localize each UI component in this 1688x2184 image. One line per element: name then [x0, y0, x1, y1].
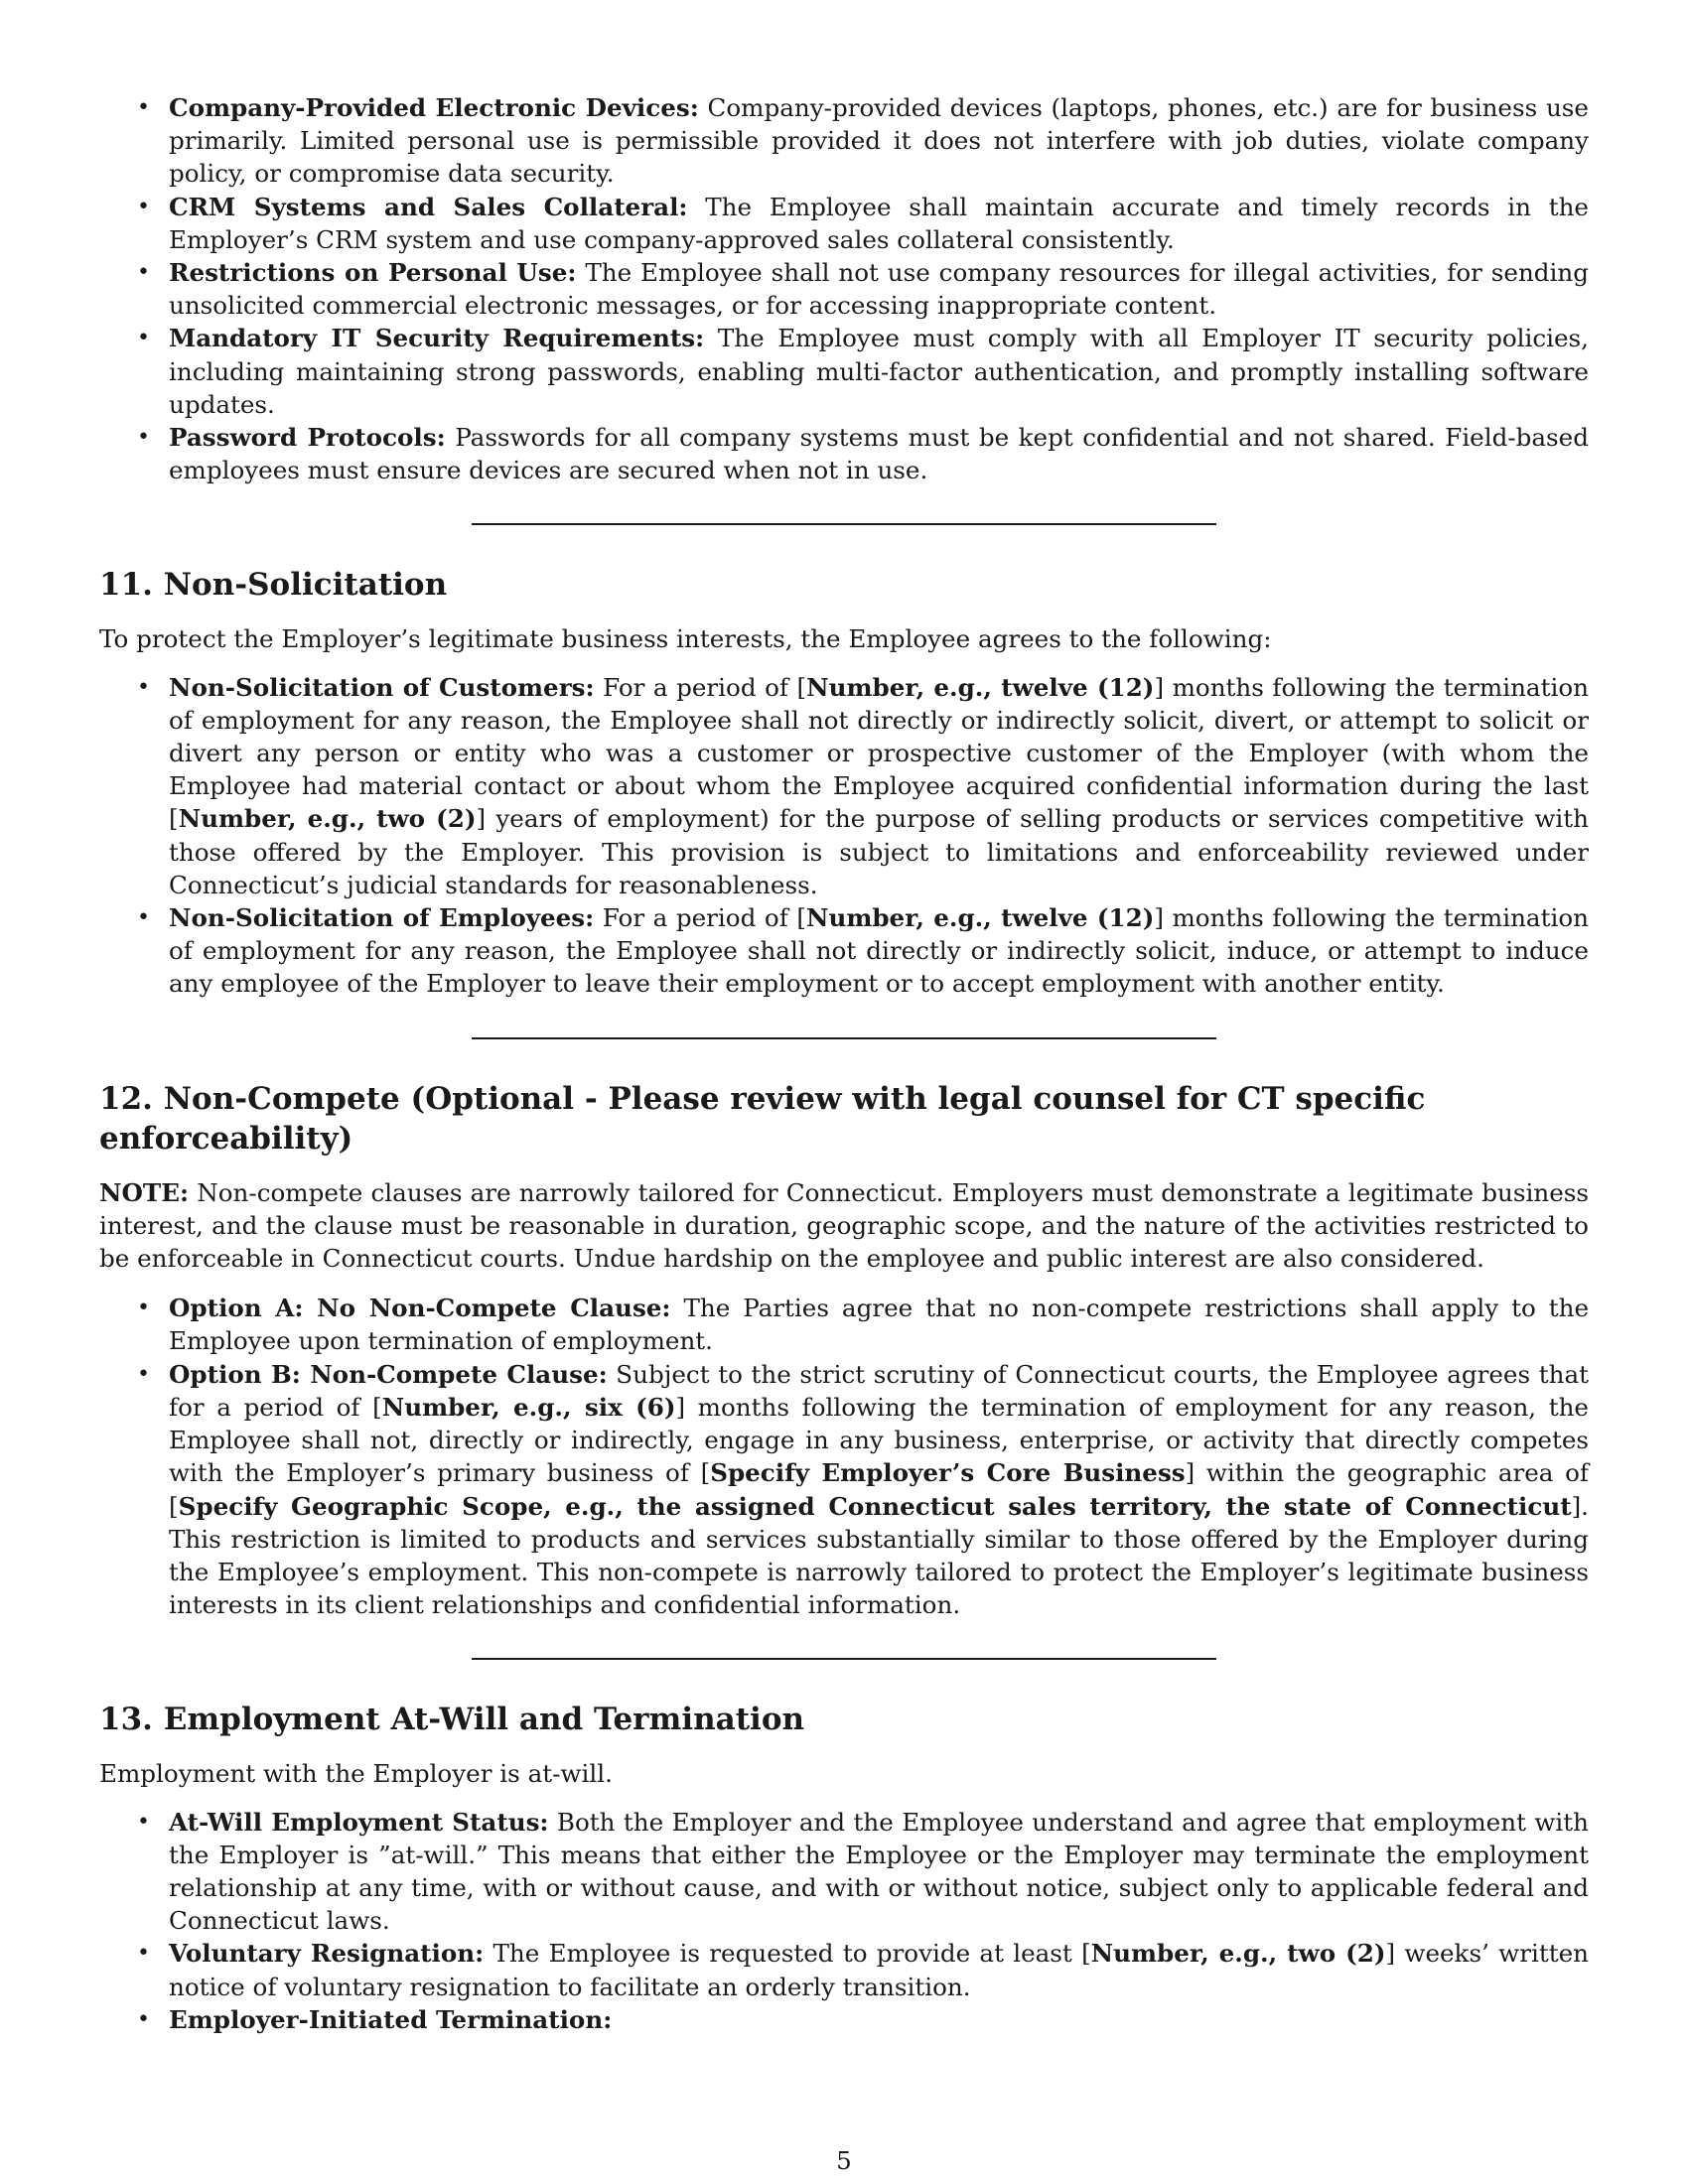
- item-text: ] months following the termination of employment for any reason, the Employee shall not, directly or indirectly, engage in any business, enterprise, or activity that directly competes with the Employer’s primary business of [: [169, 1392, 1589, 1488]
- item-heading: Option A: No Non-Compete Clause:: [169, 1294, 671, 1323]
- list-item: [99, 2003, 1589, 2036]
- note-text: Non-compete clauses are narrowly tailored for Connecticut. Employers must demonstrate a legitimate business interest, and the clause must be reasonable in duration, geographic scope, and the nature of the activities restricted to be enforceable in Connecticut courts. Undue hardship on the employee and public interest are also considered.: [99, 1177, 1589, 1274]
- list-item: [99, 421, 1589, 486]
- list-item: [99, 91, 1589, 191]
- item-heading: Voluntary Resignation:: [169, 1939, 485, 1969]
- list-item: [99, 671, 1589, 901]
- section-intro: Employment with the Employer is at-will.: [99, 1759, 613, 1789]
- item-text: For a period of [: [594, 672, 807, 702]
- item-heading: Option B: Non-Compete Clause:: [169, 1359, 608, 1389]
- item-text: The Employee must comply with all Employer IT security policies, including maintaining strong passwords, enabling multi-factor authentication, and promptly installing software updates.: [169, 324, 1590, 419]
- item-heading: Company-Provided Electronic Devices:: [169, 93, 699, 122]
- item-text: ] years of employment) for the purpose of selling products or services competitive with those offered by the Employer. This provision is subject to limitations and enforceability reviewed under Connecticut’s judicial standards for reasonableness.: [169, 804, 1590, 899]
- item-heading: CRM Systems and Sales Collateral:: [169, 192, 688, 221]
- list-item: [99, 1358, 1589, 1622]
- item-text: Both the Employer and the Employee understand and agree that employment with the Employer is ”at-will.” This means that either the Employee or the Employer may terminate the employment relationship at any time, with or without cause, and with or without notice, subject only to applicable federal and Connecticut laws.: [169, 1807, 1589, 1936]
- page-number: 5: [836, 2146, 852, 2175]
- placeholder-field: Number, e.g., two (2): [178, 804, 477, 834]
- termination-list: [99, 1806, 1589, 2036]
- item-text: Passwords for all company systems must be kept confidential and not shared. Field-based employees must ensure devices are secured when not in use.: [169, 423, 1589, 485]
- note-paragraph: [99, 1176, 1589, 1276]
- item-heading: Mandatory IT Security Requirements:: [169, 324, 705, 353]
- item-heading: Non-Solicitation of Employees:: [169, 903, 595, 933]
- item-heading: Restrictions on Personal Use:: [169, 258, 577, 288]
- item-text: Subject to the strict scrutiny of Connecticut courts, the Employee agrees that for a period of [: [169, 1359, 1589, 1422]
- non-solicitation-list: [99, 671, 1589, 1001]
- list-item: [99, 1806, 1589, 1938]
- item-text: ] weeks’ written notice of voluntary resignation to facilitate an orderly transition.: [169, 1939, 1589, 2001]
- placeholder-field: Specify Employer’s Core Business: [710, 1458, 1186, 1488]
- section-non-compete: [99, 1079, 1589, 1622]
- item-text: The Parties agree that no non-compete restrictions shall apply to the Employee upon termination of employment.: [169, 1294, 1589, 1356]
- placeholder-field: Number, e.g., twelve (12): [805, 903, 1155, 933]
- non-compete-list: [99, 1292, 1589, 1621]
- list-item: [99, 1292, 1589, 1357]
- section-title: 12. Non-Compete (Optional - Please review with legal counsel for CT specific enforceability): [99, 1080, 1426, 1157]
- section-divider: [472, 1037, 1216, 1039]
- item-text: The Employee shall not use company resources for illegal activities, for sending unsolicited commercial electronic messages, or for accessing inappropriate content.: [169, 258, 1589, 321]
- section-divider: [472, 1658, 1216, 1660]
- list-item: [99, 191, 1589, 256]
- placeholder-field: Number, e.g., two (2): [1090, 1939, 1386, 1969]
- item-text: ] within the geographic area of [: [169, 1458, 1590, 1521]
- list-item: [99, 901, 1589, 1001]
- section-divider: [472, 523, 1216, 525]
- section-at-will-termination: [99, 1700, 1589, 2036]
- item-text: ] months following the termination of employment for any reason, the Employee shall not directly or indirectly solicit, divert, or attempt to solicit or divert any person or entity who was a customer or prospective customer of the Employer (with whom the Employee had material contact or about whom the Employee acquired confidential information during the last [: [169, 672, 1589, 834]
- list-item: [99, 256, 1589, 322]
- item-text: The Employee shall maintain accurate and timely records in the Employer’s CRM system and use company-approved sales collateral consistently.: [169, 192, 1589, 254]
- placeholder-field: Number, e.g., twelve (12): [806, 672, 1155, 702]
- item-text: Company-provided devices (laptops, phones, etc.) are for business use primarily. Limited personal use is permissible provided it does not interfere with job duties, violate company policy, or compromise data security.: [169, 93, 1589, 189]
- item-text: For a period of [: [594, 903, 806, 933]
- section-intro: To protect the Employer’s legitimate business interests, the Employee agrees to the following:: [99, 624, 1272, 654]
- list-item: [99, 322, 1589, 421]
- item-text: ] months following the termination of employment for any reason, the Employee shall not directly or indirectly solicit, induce, or attempt to induce any employee of the Employer to leave their employment or to accept employment with another entity.: [169, 903, 1589, 999]
- placeholder-field: Number, e.g., six (6): [381, 1392, 676, 1422]
- page-content: [99, 91, 1589, 2036]
- item-text: The Employee is requested to provide at least [: [484, 1939, 1091, 1969]
- item-heading: Password Protocols:: [169, 423, 446, 453]
- section-title: 13. Employment At-Will and Termination: [99, 1702, 805, 1738]
- it-policy-list: [99, 91, 1589, 486]
- note-label: NOTE:: [99, 1177, 190, 1207]
- section-title: 11. Non-Solicitation: [99, 567, 448, 604]
- item-heading: Employer-Initiated Termination:: [169, 2004, 613, 2034]
- item-heading: At-Will Employment Status:: [169, 1807, 549, 1837]
- section-non-solicitation: [99, 565, 1589, 1000]
- item-text: ]. This restriction is limited to products and services substantially similar to those offered by the Employer during the Employee’s employment. This non-compete is narrowly tailored to protect the Employer’s legitimate business interests in its client relationships and confidential information.: [169, 1491, 1589, 1620]
- item-heading: Non-Solicitation of Customers:: [169, 672, 595, 702]
- list-item: [99, 1937, 1589, 2002]
- placeholder-field: Specify Geographic Scope, e.g., the assigned Connecticut sales territory, the state of Connecticut: [178, 1491, 1572, 1521]
